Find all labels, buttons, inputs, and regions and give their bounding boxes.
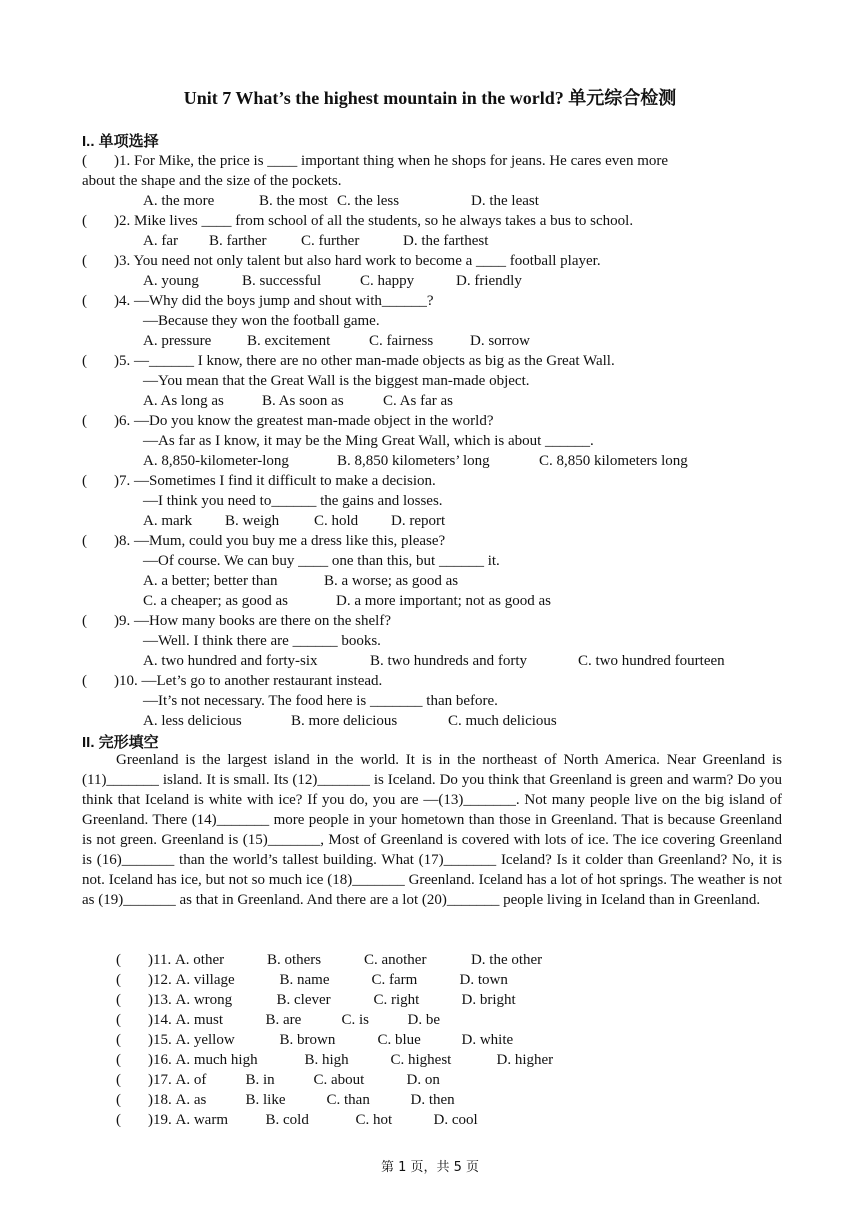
question-6-dialogue: —As far as I know, it may be the Ming Great Wall, which is about ______. (143, 433, 594, 449)
option-c: C. As far as (383, 393, 453, 409)
option-c: C. further (301, 233, 360, 249)
section-heading-multiple-choice: I.. 单项选择 (82, 133, 159, 150)
option-b: B. a worse; as good as (324, 573, 459, 589)
question-7-options (143, 511, 445, 531)
question-6-options (143, 451, 688, 471)
question-4-stem: ( )4. —Why did the boys jump and shout with______? (82, 293, 434, 309)
question-10-dialogue: —It’s not necessary. The food here is _______ than before. (143, 693, 498, 709)
question-7-dialogue: —I think you need to______ the gains and losses. (143, 493, 443, 509)
option-d: D. the farthest (403, 233, 489, 249)
page-title: Unit 7 What’s the highest mountain in the world? 单元综合检测 (183, 88, 677, 108)
option-b: B. two hundreds and forty (370, 653, 528, 669)
question-9-stem: ( )9. —How many books are there on the shelf? (82, 613, 392, 629)
option-a: A. less delicious (143, 713, 242, 729)
question-2-options (143, 231, 488, 251)
question-10-stem: ( )10. —Let’s go to another restaurant instead. (82, 673, 383, 689)
cloze-item-14: ( )14. A. must B. are C. is D. be (116, 1012, 440, 1028)
question-3-stem: ( )3. You need not only talent but also hard work to become a ____ football player. (82, 253, 601, 269)
option-c: C. happy (360, 273, 415, 289)
cloze-item-15: ( )15. A. yellow B. brown C. blue D. white (116, 1032, 514, 1048)
cloze-item-13: ( )13. A. wrong B. clever C. right D. bright (116, 992, 516, 1008)
option-d: D. the least (471, 193, 539, 209)
option-a: A. As long as (143, 393, 224, 409)
question-4-dialogue: —Because they won the football game. (143, 313, 380, 329)
option-b: B. 8,850 kilometers’ long (337, 453, 490, 469)
cloze-item-12: ( )12. A. village B. name C. farm D. town (116, 972, 508, 988)
option-c: C. hold (314, 513, 359, 529)
question-5-options (143, 391, 453, 411)
option-c: C. much delicious (448, 713, 557, 729)
option-b: B. farther (209, 233, 267, 249)
option-a: A. 8,850-kilometer-long (143, 453, 289, 469)
option-b: B. As soon as (262, 393, 344, 409)
question-5-dialogue: —You mean that the Great Wall is the biggest man-made object. (143, 373, 530, 389)
option-a: A. a better; better than (143, 573, 278, 589)
option-c: C. 8,850 kilometers long (539, 453, 688, 469)
option-c: C. the less (337, 193, 400, 209)
question-1-stem: ( )1. For Mike, the price is ____ important thing when he shops for jeans. He cares even more (82, 153, 669, 169)
question-1-continuation: about the shape and the size of the pockets. (82, 173, 342, 189)
question-4-options (143, 331, 530, 351)
option-a: A. pressure (143, 333, 212, 349)
option-d: D. friendly (456, 273, 522, 289)
section-heading-cloze: II. 完形填空 (82, 734, 159, 751)
option-b: B. the most (259, 193, 328, 209)
question-1-options (143, 191, 539, 211)
question-9-options (143, 651, 725, 671)
question-8-dialogue: —Of course. We can buy ____ one than this, but ______ it. (143, 553, 500, 569)
option-d: D. sorrow (470, 333, 530, 349)
question-2-stem: ( )2. Mike lives ____ from school of all the students, so he always takes a bus to school. (82, 213, 634, 229)
question-10-options (143, 711, 557, 731)
option-c: C. two hundred fourteen (578, 653, 725, 669)
option-b: B. weigh (225, 513, 280, 529)
cloze-item-11: ( )11. A. other B. others C. another D. the other (116, 952, 543, 968)
question-8-options-row-2 (143, 591, 551, 611)
option-a: A. far (143, 233, 178, 249)
question-3-options (143, 271, 522, 291)
option-a: A. mark (143, 513, 193, 529)
option-a: A. two hundred and forty-six (143, 653, 318, 669)
option-d: D. report (391, 513, 446, 529)
cloze-item-16: ( )16. A. much high B. high C. highest D. higher (116, 1052, 554, 1068)
question-9-dialogue: —Well. I think there are ______ books. (143, 633, 381, 649)
cloze-item-18: ( )18. A. as B. like C. than D. then (116, 1092, 455, 1108)
option-c: C. a cheaper; as good as (143, 593, 288, 609)
cloze-item-17: ( )17. A. of B. in C. about D. on (116, 1072, 440, 1088)
option-b: B. more delicious (291, 713, 398, 729)
question-6-stem: ( )6. —Do you know the greatest man-made object in the world? (82, 413, 494, 429)
option-b: B. excitement (247, 333, 331, 349)
page-number-footer: 第 1 页，共 5 页 (380, 1160, 480, 1175)
question-7-stem: ( )7. —Sometimes I find it difficult to make a decision. (82, 473, 436, 489)
option-d: D. a more important; not as good as (336, 593, 551, 609)
question-8-options-row-1 (143, 571, 458, 591)
cloze-passage: Greenland is the largest island in the world. It is in the northeast of North America. Near Greenland is (11)_______ island. It is small. Its (12)_______ is Iceland. Do you think that Greenland is green and warm? Do you think that Iceland is white with ice? If you do, you are —(13)_______. Not many people live on the big island of Greenland. There (14)_______ more people in your hometown than those in Greenland. That is because Greenland is not green. Greenland is (15)_______, Most of Greenland is covered with lots of ice. The ice covering Greenland is (16)_______ than the world’s tallest building. What (17)_______ Iceland? Is it colder than Greenland? No, it is not. Iceland has ice, but not so much ice (18)_______ Greenland. Iceland has a lot of hot springs. The weather is not as (19)_______ as that in Greenland. And there are a lot (20)_______ people living in Iceland than in Greenland. (82, 752, 782, 908)
option-c: C. fairness (369, 333, 434, 349)
question-5-stem: ( )5. —______ I know, there are no other man-made objects as big as the Great Wall. (82, 353, 615, 369)
option-a: A. the more (143, 193, 215, 209)
option-b: B. successful (242, 273, 322, 289)
option-a: A. young (143, 273, 199, 289)
question-8-stem: ( )8. —Mum, could you buy me a dress like this, please? (82, 533, 446, 549)
cloze-item-19: ( )19. A. warm B. cold C. hot D. cool (116, 1112, 478, 1128)
